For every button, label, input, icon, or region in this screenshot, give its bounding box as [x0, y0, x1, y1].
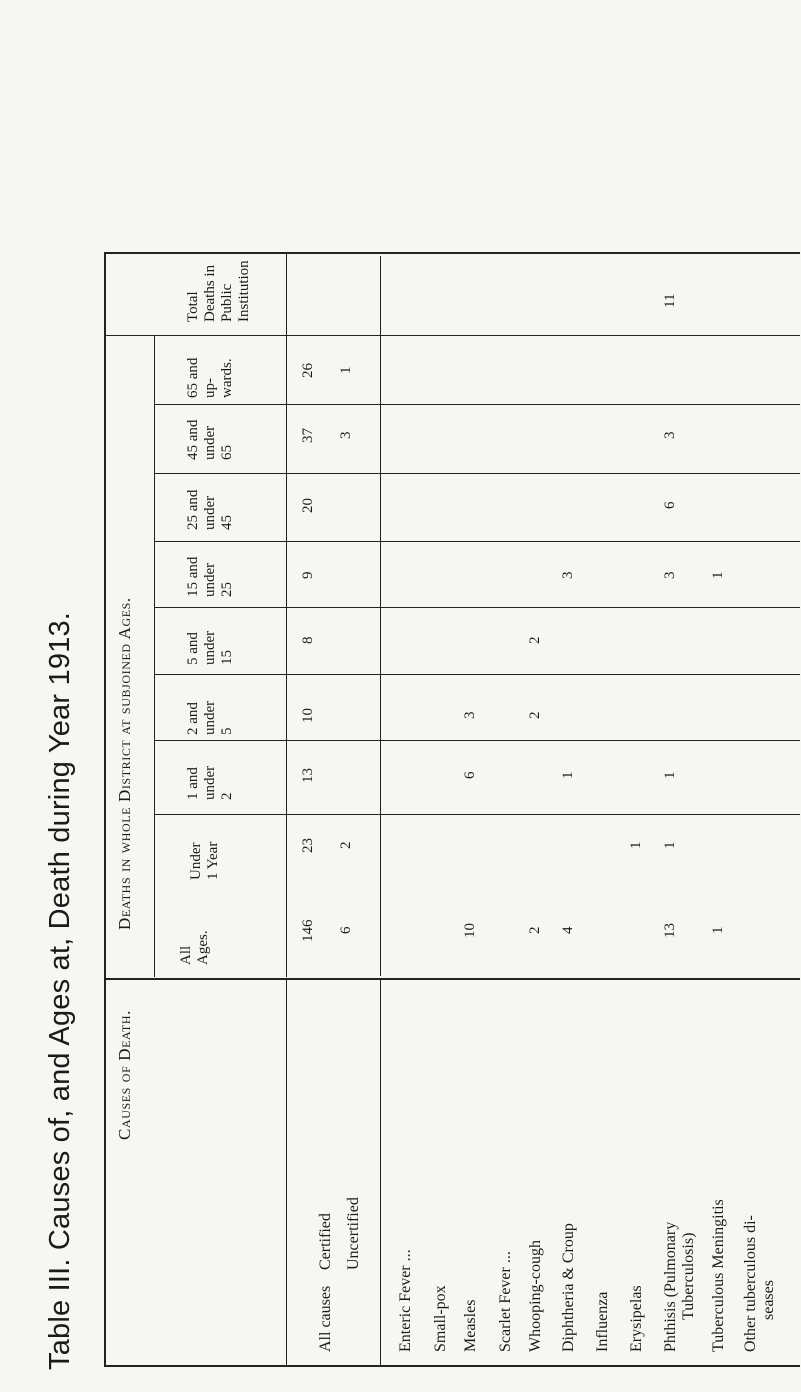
cause-label: Phthisis (Pulmonary	[662, 1221, 679, 1352]
cell-value: 10	[462, 923, 478, 938]
cell-value: 3	[338, 431, 354, 439]
age-65-up-header-line: 65 and	[185, 357, 201, 398]
cell-value: 3	[662, 431, 678, 439]
cell-value: 3	[560, 571, 576, 579]
cell-value: 1	[662, 841, 678, 849]
column-rule	[154, 473, 800, 474]
cell-value: 9	[300, 571, 316, 579]
age-1-2-header-line: under	[202, 765, 218, 800]
cell-value: 1	[338, 366, 354, 374]
age-2-5-header-line: 2 and	[185, 702, 201, 735]
cause-label: Scarlet Fever ...	[497, 1251, 514, 1352]
cell-value: 13	[662, 923, 678, 938]
age-5-15-header-line: 5 and	[185, 632, 201, 665]
cell-value: 26	[300, 363, 316, 378]
cell-value: 8	[300, 636, 316, 644]
cell-value: 1	[628, 841, 644, 849]
under-1-header-line: 1 Year	[205, 841, 221, 880]
column-rule	[104, 978, 800, 980]
cell-value: 146	[300, 919, 316, 942]
age-25-45-header-line: under	[202, 495, 218, 530]
cell-value: 13	[300, 768, 316, 783]
age-65-up-header-line: wards.	[219, 358, 235, 398]
age-45-65-header-line: 65	[219, 445, 235, 460]
table-top-rule	[104, 252, 800, 254]
cause-label: Enteric Fever ...	[397, 1249, 414, 1352]
cell-value: 1	[710, 571, 726, 579]
age-5-15-header-line: under	[202, 630, 218, 665]
cell-value: 11	[662, 293, 678, 308]
public-institutions-header-line: Total	[185, 291, 201, 322]
cause-label: Small-pox	[432, 1285, 449, 1352]
cause-sublabel: seases	[760, 1280, 777, 1320]
column-rule	[154, 541, 800, 542]
cell-value: 2	[527, 636, 543, 644]
column-rule	[154, 674, 800, 675]
column-rule	[104, 335, 800, 336]
deaths-group-header: Deaths in whole District at subjoined Ages.	[115, 597, 134, 930]
age-15-25-header-line: 25	[219, 582, 235, 597]
age-65-up-header-line: up-	[202, 378, 218, 398]
all-ages-header-line: Ages.	[195, 930, 211, 965]
cause-label: All causes	[317, 1285, 334, 1352]
cell-value: 23	[300, 838, 316, 853]
under-1-header-line: Under	[188, 842, 204, 880]
uncertified-label: Uncertified	[345, 1197, 362, 1270]
cause-label: Influenza	[594, 1291, 611, 1352]
page-title: Table III. Causes of, and Ages at, Death during Year 1913.	[44, 611, 76, 1370]
cause-sublabel: Tuberculosis)	[680, 1232, 697, 1320]
header-divider-rule	[286, 252, 287, 977]
cell-value: 2	[527, 711, 543, 719]
cell-value: 6	[462, 771, 478, 779]
cell-value: 1	[560, 771, 576, 779]
public-institutions-header-line: Institution	[236, 260, 252, 322]
cause-label: Tuberculous Meningitis	[710, 1199, 727, 1352]
deaths-group-rule	[154, 335, 155, 977]
cause-label: Whooping-cough	[527, 1240, 544, 1352]
age-2-5-header-line: 5	[219, 727, 235, 735]
cause-label: Diphtheria & Croup	[560, 1223, 577, 1352]
cause-label: Erysipelas	[628, 1285, 645, 1352]
column-rule	[154, 814, 800, 815]
cell-value: 3	[462, 711, 478, 719]
cell-value: 37	[300, 428, 316, 443]
age-15-25-header-line: 15 and	[185, 556, 201, 597]
cell-value: 10	[300, 708, 316, 723]
cause-label: Other tuberculous di-	[742, 1215, 759, 1352]
causes-of-death-header: Causes of Death.	[115, 1010, 134, 1140]
column-rule	[154, 404, 800, 405]
causes-divider-rule	[286, 978, 287, 1367]
all-ages-header-line: All	[178, 945, 194, 965]
cell-value: 2	[338, 841, 354, 849]
age-25-45-header-line: 25 and	[185, 489, 201, 530]
causes-body-rule	[380, 978, 381, 1367]
cell-value: 4	[560, 926, 576, 934]
age-45-65-header-line: 45 and	[185, 419, 201, 460]
table-left-rule	[104, 252, 106, 1367]
column-rule	[154, 607, 800, 608]
cell-value: 1	[710, 926, 726, 934]
age-15-25-header-line: under	[202, 562, 218, 597]
body-divider-rule	[380, 256, 381, 976]
column-rule	[154, 740, 800, 741]
age-45-65-header-line: under	[202, 425, 218, 460]
cell-value: 2	[527, 926, 543, 934]
cause-label: Measles	[462, 1299, 479, 1352]
public-institutions-header-line: Public	[219, 283, 235, 322]
age-5-15-header-line: 15	[219, 650, 235, 665]
age-1-2-header-line: 1 and	[185, 767, 201, 800]
certified-label: Certified	[317, 1213, 334, 1270]
age-1-2-header-line: 2	[219, 792, 235, 800]
public-institutions-header-line: Deaths in	[202, 264, 218, 322]
cell-value: 6	[662, 501, 678, 509]
age-25-45-header-line: 45	[219, 515, 235, 530]
age-2-5-header-line: under	[202, 700, 218, 735]
cell-value: 3	[662, 571, 678, 579]
cell-value: 20	[300, 498, 316, 513]
cell-value: 6	[338, 926, 354, 934]
table-bottom-rule	[104, 1365, 800, 1367]
cell-value: 1	[662, 771, 678, 779]
